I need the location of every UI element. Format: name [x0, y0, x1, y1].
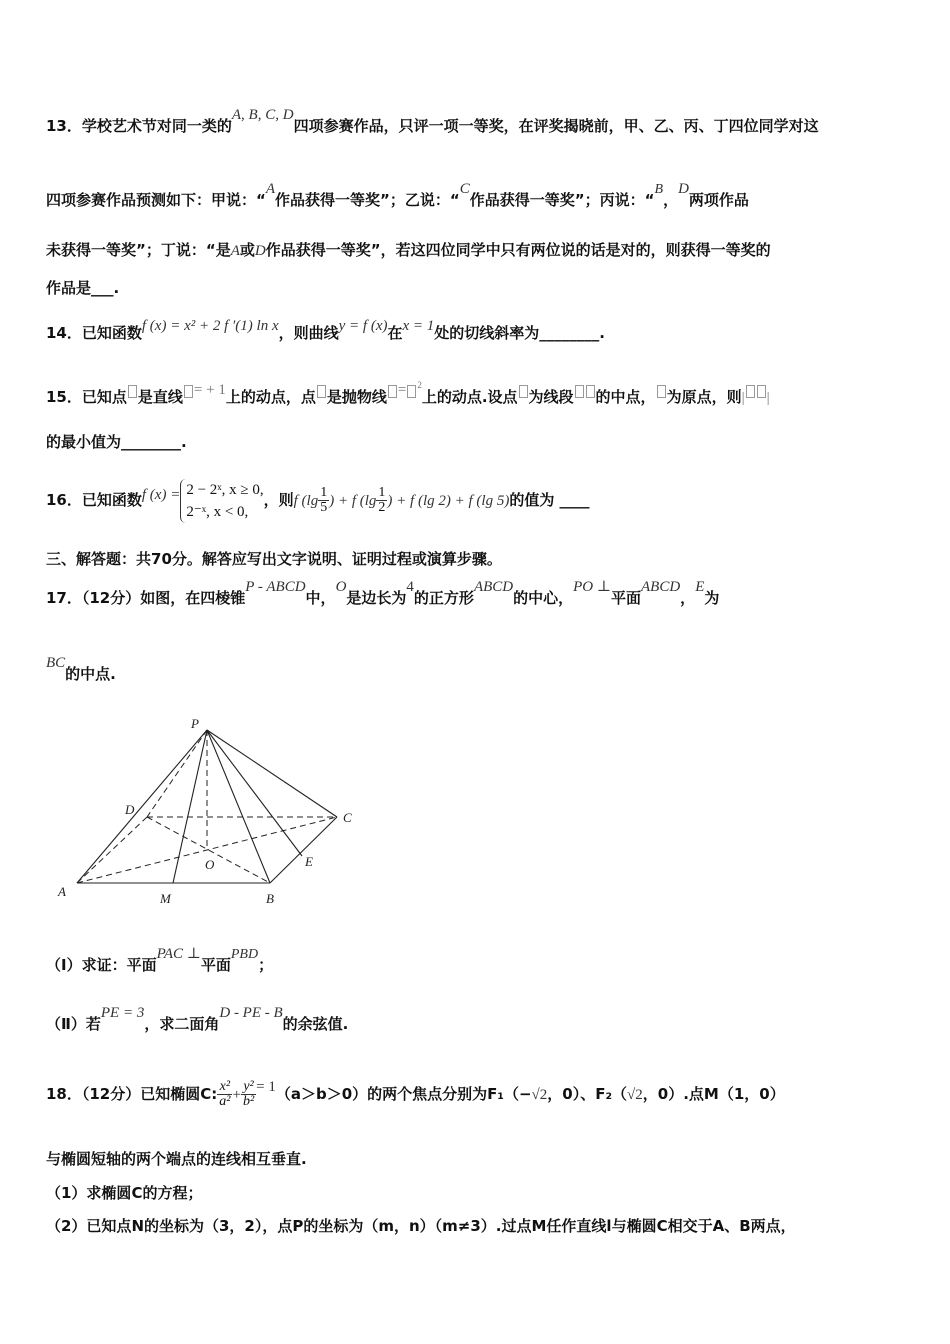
text: 是抛物线	[326, 388, 387, 406]
missing-glyph	[407, 385, 416, 398]
missing-glyph	[184, 385, 193, 398]
numerator: y²	[241, 1080, 256, 1095]
text: 上的动点.设点	[421, 388, 518, 406]
label-m: M	[160, 891, 171, 906]
math-b: B	[654, 182, 664, 197]
math-x1: x = 1	[402, 318, 435, 334]
text: 已知函数	[81, 491, 142, 509]
text: 的中心，	[513, 589, 574, 607]
q13-line1	[46, 107, 819, 137]
math-d: D	[678, 181, 689, 197]
label-o: O	[205, 857, 215, 872]
math-expr: ) + f (lg	[329, 493, 377, 509]
equals-one: = 1	[256, 1079, 276, 1095]
numerator: 1	[378, 485, 386, 500]
missing-glyph	[128, 385, 137, 398]
math-parabola: =	[397, 382, 407, 398]
math-piecewise-label: f (x) =	[141, 487, 181, 503]
math-d: D	[254, 243, 266, 259]
piecewise-case-2: 2⁻ˣ, x < 0,	[186, 503, 249, 520]
edge-pm	[173, 730, 207, 883]
text: （Ⅰ）求证：平面	[46, 956, 157, 974]
text: ，	[680, 589, 696, 607]
math-po: PO ⊥	[573, 579, 611, 595]
text: 为原点，则	[666, 388, 742, 406]
fraction	[318, 486, 329, 515]
plus: +	[232, 1087, 241, 1103]
text: 上的动点，点	[225, 388, 316, 406]
piecewise-brace	[180, 479, 263, 523]
text: 作品获得一等奖”；丙说：“	[469, 191, 655, 209]
text: 作品获得一等奖”，若这四位同学中只有两位说的话是对的，则获得一等奖的	[265, 241, 771, 259]
q18-line2	[46, 1149, 307, 1169]
missing-glyph	[657, 385, 666, 398]
missing-glyph	[519, 385, 528, 398]
pyramid-figure	[50, 710, 370, 910]
edge-pc	[207, 730, 337, 817]
text: 是边长为	[346, 589, 407, 607]
q15-line2	[46, 432, 187, 452]
text: （12分）如图，在四棱锥	[81, 589, 246, 607]
text: 已知点	[81, 388, 127, 406]
q17-part1	[46, 946, 274, 977]
q16-number: 16．	[46, 491, 82, 509]
q14-number: 14．	[46, 324, 82, 342]
denominator: 5	[320, 500, 328, 515]
math-a: A	[230, 243, 240, 259]
text: 的正方形	[413, 589, 474, 607]
label-c: C	[343, 810, 352, 825]
q18-part2	[46, 1216, 796, 1236]
q13-line4	[46, 278, 119, 298]
text: 处的切线斜率为________.	[434, 324, 605, 342]
q13-line3	[46, 240, 771, 261]
missing-glyph	[317, 385, 326, 398]
text: 或	[239, 241, 255, 259]
q15-number: 15．	[46, 388, 82, 406]
q18-part1	[46, 1183, 202, 1203]
q16-line	[46, 470, 590, 530]
text: 的值为 ____	[509, 491, 590, 509]
text: ，0）、F₂（	[547, 1085, 628, 1103]
text: ，求二面角	[144, 1015, 220, 1033]
text: 未获得一等奖”；丁说：“是	[46, 241, 231, 259]
text: 为	[704, 589, 720, 607]
math-expr: f (lg	[293, 493, 319, 509]
label-p: P	[191, 716, 199, 731]
edge-pd-hidden	[147, 730, 207, 817]
missing-glyph	[586, 385, 595, 398]
label-d: D	[125, 802, 135, 817]
q18-line1	[46, 1064, 785, 1124]
edge-pe	[207, 730, 302, 856]
text: 两项作品	[688, 191, 749, 209]
math-bc: BC	[46, 655, 66, 671]
text: ，则曲线	[278, 324, 339, 342]
math-line: = + 1	[193, 382, 226, 398]
text: （1）求椭圆C的方程；	[46, 1184, 203, 1202]
math-curve: y = f (x)	[338, 318, 388, 334]
text: （Ⅱ）若	[46, 1015, 101, 1033]
text: ，0）.点M（1，0）	[642, 1085, 785, 1103]
text: 四项参赛作品，只评一项一等奖，在评奖揭晓前，甲、乙、丙、丁四位同学对这	[293, 117, 819, 135]
denominator: a²	[219, 1094, 231, 1109]
text: 的最小值为________.	[46, 433, 187, 451]
label-b: B	[266, 891, 274, 906]
math-function: f (x) = x² + 2 f ′(1) ln x	[141, 318, 279, 334]
text: 的余弦值.	[282, 1015, 349, 1033]
text: 与椭圆短轴的两个端点的连线相互垂直.	[46, 1150, 307, 1168]
text: ；	[258, 956, 274, 974]
math-abcd: ABCD	[473, 579, 514, 595]
label-e: E	[305, 854, 313, 869]
fraction	[376, 486, 387, 515]
numerator: x²	[217, 1080, 232, 1095]
q14-line	[46, 318, 605, 344]
edge-ad-hidden	[77, 817, 147, 883]
text: 是直线	[137, 388, 183, 406]
section-title: 三、解答题：共70分。解答应写出文字说明、证明过程或演算步骤。	[46, 550, 502, 568]
q13-number: 13．	[46, 117, 82, 135]
fraction-x	[217, 1080, 232, 1109]
math-abcd: ABCD	[641, 579, 681, 595]
sqrt-2: √2	[531, 1087, 548, 1103]
q17-part2	[46, 1005, 349, 1035]
text: 已知函数	[81, 324, 142, 342]
text: 中，	[305, 589, 336, 607]
math-a: A	[265, 181, 276, 197]
text: （12分）已知椭圆C:	[81, 1085, 218, 1103]
text: 作品获得一等奖”；乙说：“	[275, 191, 460, 209]
text: （a＞b＞0）的两个焦点分别为F₁（−	[275, 1085, 532, 1103]
text: 学校艺术节对同一类的	[81, 117, 232, 135]
missing-glyph	[757, 385, 766, 398]
missing-glyph	[575, 385, 584, 398]
text: ，则	[263, 491, 294, 509]
math-sup: 2	[417, 380, 422, 390]
text: 的中点，	[595, 388, 656, 406]
sqrt-2: √2	[627, 1087, 643, 1103]
denominator: 2	[378, 500, 386, 515]
math-4: 4	[406, 579, 414, 595]
text: 的中点.	[65, 665, 116, 683]
text: 为线段	[528, 388, 574, 406]
edge-pb	[207, 730, 270, 883]
text: 平面	[200, 956, 231, 974]
q17-number: 17．	[46, 589, 82, 607]
math-expr: ) + f (lg 2) + f (lg 5)	[387, 493, 510, 509]
piecewise-case-1: 2 − 2ˣ, x ≥ 0,	[186, 481, 264, 498]
fraction-y	[241, 1080, 256, 1109]
section-3-heading	[46, 549, 502, 569]
math-dihedral: D - PE - B	[219, 1005, 283, 1021]
math-c: C	[459, 181, 470, 197]
text: 在	[387, 324, 403, 342]
text: 四项参赛作品预测如下：甲说：“	[46, 191, 266, 209]
q18-number: 18．	[46, 1085, 82, 1103]
text: ，	[663, 191, 679, 209]
q17-line1	[46, 579, 720, 609]
q15-line1: 15．已知点 是直线 = + 1上的动点，点 是抛物线 = $^2$上的动点.设点 为线段 的中点， 为原点，则| |	[46, 380, 770, 406]
text: （2）已知点N的坐标为（3，2），点P的坐标为（m，n）（m≠3）.过点M任作直线l与椭圆C相交于A、B两点，	[46, 1217, 796, 1235]
q17-line2	[46, 655, 116, 685]
edge-pa	[77, 730, 207, 883]
math-e: E	[695, 579, 705, 595]
denominator: b²	[242, 1094, 255, 1109]
label-a: A	[58, 884, 66, 899]
math-o: O	[335, 579, 347, 595]
math-pe: PE = 3	[100, 1005, 145, 1021]
text: 平面	[610, 589, 641, 607]
numerator: 1	[320, 485, 328, 500]
math-pbd: PBD	[230, 947, 259, 962]
math-pac: PAC ⊥	[156, 946, 201, 962]
math-pyramid: P - ABCD	[245, 579, 306, 595]
missing-glyph	[746, 385, 755, 398]
math-abcd: A, B, C, D	[231, 107, 294, 123]
q13-line2	[46, 181, 749, 212]
text: 作品是___.	[46, 279, 120, 297]
missing-glyph	[388, 385, 397, 398]
